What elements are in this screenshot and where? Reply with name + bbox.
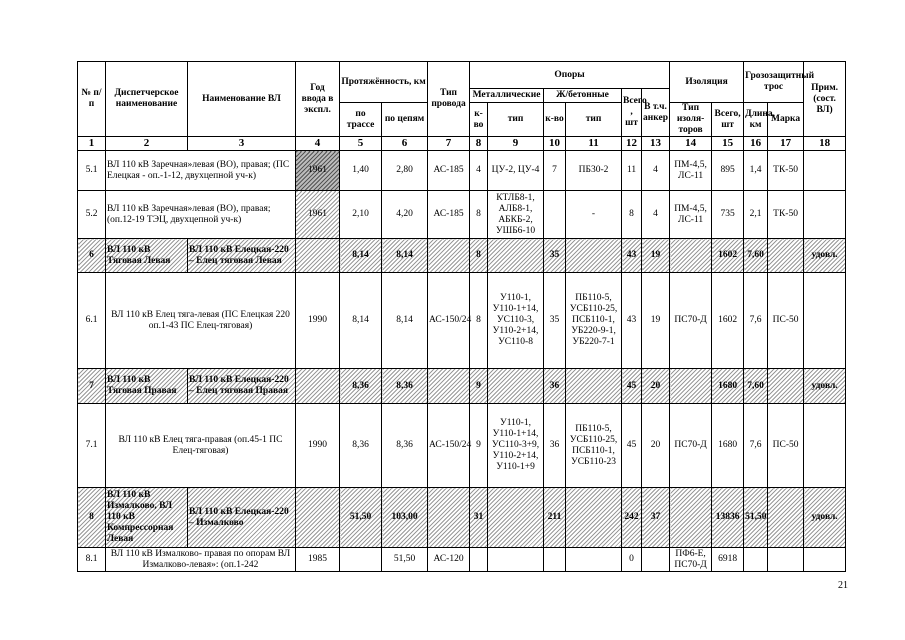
cell-line-name: ВЛ 110 кВ Заречная»левая (ВО), правая; (ПС Елецкая - оп.-1-12, двухцепной уч-к) [106,151,296,191]
cell-concrete-type: ПБ110-5, УСБ110-25, ПСБ110-1, УСБ110-23 [566,404,622,488]
cell-concrete-type: ПБ30-2 [566,151,622,191]
header-year: Год ввода в экспл. [296,62,340,137]
cell-concrete-count [544,191,566,239]
cell-line-name: ВЛ 110 кВ Елец тяга-левая (ПС Елецкая 220 оп.1-43 ПС Елец-тяговая) [106,273,296,369]
cell-wire [428,239,470,273]
cell-iso-total: 13836 [712,488,744,548]
header-metal: Металлические [470,89,544,103]
cell-wire: АС-150/24 [428,404,470,488]
cell-ground-mark [768,369,804,404]
cell-num: 8 [78,488,106,548]
table-row [78,151,846,191]
cell-len-route: 8,14 [340,239,382,273]
col-number: 15 [712,137,744,151]
header-length: Протяжённость, км [340,62,428,103]
cell-metal-type [488,488,544,548]
cell-concrete-type: - [566,191,622,239]
cell-anchor [642,548,670,572]
cell-concrete-type: ПБ110-5, УСБ110-25, ПСБ110-1, УБ220-9-1, УБ220-7-1 [566,273,622,369]
cell-dispatch-name: ВЛ 110 кВ Тяговая Левая [106,239,188,273]
table-row [78,548,846,572]
cell-len-route: 1,40 [340,151,382,191]
cell-total: 45 [622,369,642,404]
cell-num: 6.1 [78,273,106,369]
col-number: 4 [296,137,340,151]
cell-metal-count: 4 [470,151,488,191]
header-len-route: по трассе [340,103,382,137]
cell-metal-type [488,369,544,404]
cell-note [804,548,846,572]
cell-len-route: 2,10 [340,191,382,239]
cell-note: удовл. [804,488,846,548]
cell-len-chain: 51,50 [382,548,428,572]
cell-ground-mark [768,488,804,548]
cell-total: 8 [622,191,642,239]
col-number: 7 [428,137,470,151]
cell-metal-type: КТЛБ8-1, АЛБ8-1, АБКБ-2, УШБ6-10 [488,191,544,239]
cell-note [804,191,846,239]
cell-len-chain: 8,36 [382,369,428,404]
cell-len-chain: 8,36 [382,404,428,488]
cell-len-route: 8,14 [340,273,382,369]
table-row [78,191,846,239]
header-iso-type: Тип изоля-торов [670,103,712,137]
cell-total: 43 [622,239,642,273]
page-number: 21 [838,580,848,591]
summary-row [78,369,846,404]
col-number: 12 [622,137,642,151]
cell-ground-length: 7,6 [744,404,768,488]
table-row [78,404,846,488]
cell-anchor: 20 [642,404,670,488]
cell-total: 242 [622,488,642,548]
cell-note: удовл. [804,369,846,404]
col-number: 17 [768,137,804,151]
header-concrete-type: тип [566,103,622,137]
col-number: 6 [382,137,428,151]
col-number: 10 [544,137,566,151]
cell-num: 8.1 [78,548,106,572]
header-len-chain: по цепям [382,103,428,137]
header-iso-total: Всего, шт [712,103,744,137]
cell-anchor: 37 [642,488,670,548]
cell-metal-count: 9 [470,369,488,404]
header-name: Наименование ВЛ [188,62,296,137]
header-metal-count: к-во [470,103,488,137]
cell-len-route [340,548,382,572]
cell-len-chain: 8,14 [382,239,428,273]
cell-iso-type [670,239,712,273]
cell-anchor: 19 [642,239,670,273]
cell-iso-total: 1680 [712,369,744,404]
cell-metal-type: У110-1, У110-1+14, УС110-3+9, У110-2+14, У110-1+9 [488,404,544,488]
cell-year: 1990 [296,273,340,369]
cell-anchor: 4 [642,191,670,239]
cell-total: 0 [622,548,642,572]
header-dispatch: Диспетчерское наименование [106,62,188,137]
col-number: 14 [670,137,712,151]
cell-ground-length: 7,60 [744,239,768,273]
col-number: 11 [566,137,622,151]
col-number: 16 [744,137,768,151]
cell-line-name: ВЛ 110 кВ Елец тяга-правая (оп.45-1 ПС Елец-тяговая) [106,404,296,488]
header-num: № п/п [78,62,106,137]
col-number: 9 [488,137,544,151]
cell-concrete-type [566,488,622,548]
header-ground: Грозозащитный трос [744,62,804,103]
cell-dispatch-name: ВЛ 110 кВ Измалково, ВЛ 110 кВ Компрессорная Левая [106,488,188,548]
cell-anchor: 19 [642,273,670,369]
cell-len-chain: 103,00 [382,488,428,548]
cell-wire [428,369,470,404]
cell-len-route: 51,50 [340,488,382,548]
cell-wire [428,488,470,548]
cell-year [296,369,340,404]
cell-iso-type: ПМ-4,5, ЛС-11 [670,191,712,239]
cell-ground-mark [768,548,804,572]
col-number: 3 [188,137,296,151]
cell-metal-count: 8 [470,239,488,273]
cell-iso-type: ПС70-Д [670,273,712,369]
cell-ground-length [744,548,768,572]
cell-ground-mark: ТК-50 [768,151,804,191]
cell-note [804,404,846,488]
col-number: 18 [804,137,846,151]
cell-iso-type [670,488,712,548]
cell-wire: АС-185 [428,151,470,191]
cell-year [296,239,340,273]
cell-year [296,488,340,548]
cell-iso-total: 735 [712,191,744,239]
header-anchor: В т.ч. анкер [642,89,670,137]
cell-line-name: ВЛ 110 кВ Елецкая-220 – Измалково [188,488,296,548]
summary-row [78,488,846,548]
cell-ground-length: 2,1 [744,191,768,239]
cell-metal-count: 9 [470,404,488,488]
cell-concrete-count [544,548,566,572]
cell-total: 43 [622,273,642,369]
column-number-row [78,137,846,151]
cell-line-name: ВЛ 110 кВ Заречная»левая (ВО), правая; (оп.12-19 ТЭЦ, двухцепной уч-к) [106,191,296,239]
cell-anchor: 20 [642,369,670,404]
cell-ground-length: 1,4 [744,151,768,191]
header-concrete: Ж/бетонные [544,89,622,103]
cell-ground-length: 7,60 [744,369,768,404]
cell-dispatch-name: ВЛ 110 кВ Тяговая Правая [106,369,188,404]
cell-ground-length: 7,6 [744,273,768,369]
cell-concrete-type [566,548,622,572]
col-number: 5 [340,137,382,151]
cell-concrete-count: 36 [544,404,566,488]
cell-total: 11 [622,151,642,191]
cell-note: удовл. [804,239,846,273]
cell-iso-total: 895 [712,151,744,191]
cell-total: 45 [622,404,642,488]
header-supports: Опоры [470,62,670,89]
cell-len-chain: 8,14 [382,273,428,369]
cell-concrete-type [566,239,622,273]
cell-len-chain: 2,80 [382,151,428,191]
cell-wire: АС-185 [428,191,470,239]
cell-line-name: ВЛ 110 кВ Елецкая-220 – Елец тяговая Левая [188,239,296,273]
header-concrete-count: к-во [544,103,566,137]
cell-len-chain: 4,20 [382,191,428,239]
cell-year: 1985 [296,548,340,572]
header-metal-type: тип [488,103,544,137]
cell-concrete-count: 7 [544,151,566,191]
header-note: Прим. (сост. ВЛ) [804,62,846,137]
cell-metal-type: У110-1, У110-1+14, УС110-3, У110-2+14, УС110-8 [488,273,544,369]
cell-num: 5.1 [78,151,106,191]
cell-metal-count: 8 [470,273,488,369]
cell-concrete-count: 35 [544,239,566,273]
cell-wire: АС-150/24 [428,273,470,369]
cell-line-name: ВЛ 110 кВ Измалково- правая по опорам ВЛ Измалково-левая»: (оп.1-242 [106,548,296,572]
cell-metal-count: 8 [470,191,488,239]
cell-metal-type [488,239,544,273]
cell-len-route: 8,36 [340,369,382,404]
cell-ground-mark: ПС-50 [768,273,804,369]
cell-iso-total: 1602 [712,273,744,369]
cell-concrete-count: 211 [544,488,566,548]
col-number: 13 [642,137,670,151]
cell-metal-type: ЦУ-2, ЦУ-4 [488,151,544,191]
cell-iso-total: 1602 [712,239,744,273]
col-number: 1 [78,137,106,151]
header-ground-mark: Марка [768,103,804,137]
cell-metal-count: 31 [470,488,488,548]
cell-ground-length: 51,50 [744,488,768,548]
cell-num: 7 [78,369,106,404]
cell-concrete-count: 36 [544,369,566,404]
cell-line-name: ВЛ 110 кВ Елецкая-220 – Елец тяговая Правая [188,369,296,404]
cell-num: 7.1 [78,404,106,488]
cell-note [804,273,846,369]
cell-wire: АС-120 [428,548,470,572]
cell-year: 1961 [296,151,340,191]
cell-note [804,151,846,191]
header-isolation: Изоляция [670,62,744,103]
cell-anchor: 4 [642,151,670,191]
registry-table [77,61,846,572]
header-total: Всего , шт [622,89,642,137]
cell-year: 1990 [296,404,340,488]
cell-num: 6 [78,239,106,273]
col-number: 2 [106,137,188,151]
cell-num: 5.2 [78,191,106,239]
summary-row [78,239,846,273]
header-wire: Тип провода [428,62,470,137]
cell-iso-total: 1680 [712,404,744,488]
cell-concrete-count: 35 [544,273,566,369]
cell-ground-mark: ПС-50 [768,404,804,488]
cell-len-route: 8,36 [340,404,382,488]
cell-ground-mark: ТК-50 [768,191,804,239]
cell-concrete-type [566,369,622,404]
cell-iso-type [670,369,712,404]
cell-ground-mark [768,239,804,273]
table-row [78,273,846,369]
cell-iso-type: ПФ6-Е, ПС70-Д [670,548,712,572]
cell-iso-total: 6918 [712,548,744,572]
cell-year: 1961 [296,191,340,239]
cell-metal-type [488,548,544,572]
cell-iso-type: ПМ-4,5, ЛС-11 [670,151,712,191]
col-number: 8 [470,137,488,151]
header-ground-length: Длина, км [744,103,768,137]
cell-metal-count [470,548,488,572]
cell-iso-type: ПС70-Д [670,404,712,488]
